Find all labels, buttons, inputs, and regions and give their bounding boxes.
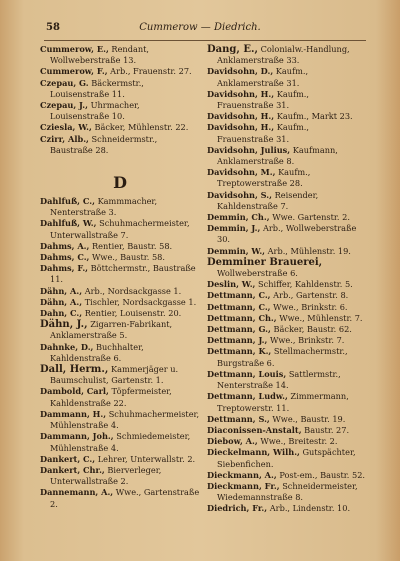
entry-details: Wollweberstraße 6.	[217, 268, 298, 279]
entry-details: Arb., Nordsackgasse 1.	[84, 285, 182, 296]
entry-details: Kaufm., Frauenstraße 31.	[217, 122, 310, 144]
entry-name: Cummerow, E.,	[40, 44, 109, 54]
directory-entry	[40, 241, 200, 252]
directory-entry	[207, 324, 367, 335]
entry-details: Bäckermstr., Louisenstraße 11.	[50, 77, 144, 99]
entry-details: Wwe., Baustr. 19.	[272, 413, 346, 424]
directory-entry	[40, 134, 200, 156]
directory-entry	[207, 66, 367, 88]
directory-entry	[207, 279, 367, 290]
directory-entry	[207, 246, 367, 257]
entry-name: Dettmann, Louis,	[207, 368, 287, 379]
entry-details: Post-em., Baustr. 52.	[279, 469, 366, 480]
directory-entry	[207, 425, 367, 436]
directory-entry	[40, 218, 200, 240]
entry-details: Rentier, Louisenstr. 20.	[84, 308, 182, 319]
directory-entry	[207, 369, 367, 391]
entry-name: Dähn, J.,	[40, 319, 88, 331]
directory-entry	[40, 319, 200, 341]
entry-name: Dähn, A.,	[40, 296, 83, 307]
directory-entry	[40, 66, 200, 77]
entry-name: Deslin, W.,	[207, 279, 256, 290]
directory-entry	[207, 145, 367, 167]
directory-entry	[40, 364, 200, 386]
directory-entry	[40, 409, 200, 431]
entry-details: Rendant, Wollweberstraße 13.	[50, 44, 149, 66]
entry-details: Bäcker, Baustr. 62.	[273, 324, 352, 335]
entry-details: Kaufm., Treptowerstraße 28.	[217, 167, 311, 189]
entry-details: Lehrer, Unterwallstr. 2.	[97, 453, 196, 464]
entry-name: Diebow, A.,	[207, 436, 258, 447]
directory-entry	[40, 386, 200, 408]
entry-name: Dambold, Carl,	[40, 386, 109, 397]
directory-entry	[40, 122, 200, 133]
directory-entry	[40, 78, 200, 100]
directory-entry	[207, 290, 367, 301]
directory-entry	[207, 481, 367, 503]
entry-name: Dammann, H.,	[40, 408, 107, 419]
left-top-entries	[40, 44, 200, 156]
entry-name: Dettmann, K.,	[207, 346, 272, 357]
running-title: Cummerow — Diedrich.	[139, 22, 261, 33]
entry-details: Uhrmacher, Louisenstraße 10.	[50, 100, 140, 122]
directory-entry	[207, 257, 367, 279]
entry-name: Czepau, G.	[40, 77, 89, 88]
entry-details: Bierverleger, Unterwallstraße 2.	[50, 464, 162, 487]
directory-entry	[207, 313, 367, 324]
directory-entry	[207, 302, 367, 313]
entry-name: Diedrich, Fr.,	[207, 503, 268, 514]
entry-name: Dahms, F.,	[40, 263, 89, 274]
directory-entry	[207, 436, 367, 447]
left-column	[40, 44, 200, 510]
directory-entry	[207, 447, 367, 469]
entry-name: Dettmann, G.,	[207, 324, 271, 335]
directory-entry	[207, 111, 367, 122]
entry-details: Kaufmann, Anklamerstraße 8.	[217, 144, 338, 167]
directory-entry	[40, 465, 200, 487]
entry-details: Wwe., Baustr. 58.	[92, 252, 165, 263]
entry-name: Dahnke, D.,	[40, 341, 94, 352]
directory-entry	[207, 346, 367, 368]
directory-entry	[40, 454, 200, 465]
entry-details: Buchhalter, Kahldenstraße 6.	[50, 341, 144, 363]
directory-entry	[207, 122, 367, 144]
entry-name: Demminer Brauerei,	[207, 256, 323, 268]
entry-details: Arb., Frauenstr. 27.	[110, 66, 192, 77]
entry-name: Dettmann, C.,	[207, 290, 271, 301]
entry-name: Dahms, A.,	[40, 240, 90, 251]
entry-name: Dahn, C.,	[40, 308, 83, 319]
entry-name: Davidsohn, Julius,	[207, 144, 291, 155]
entry-details: Wwe., Brinkstr. 6.	[273, 301, 348, 312]
entry-name: Dettmann, C.,	[207, 301, 271, 312]
entry-details: Wwe. Gartenstr. 2.	[272, 212, 350, 223]
directory-entry	[40, 431, 200, 453]
left-bottom-entries	[40, 196, 200, 510]
entry-name: Dall, Herm.,	[40, 364, 109, 376]
entry-details: Schiffer, Kahldenstr. 5.	[258, 279, 353, 290]
entry-details: Arb., Wollweberstraße 30.	[217, 223, 357, 245]
directory-entry	[207, 414, 367, 425]
entry-details: Reisender, Kahldenstraße 7.	[217, 189, 319, 211]
entry-details: Baustr. 27.	[304, 424, 350, 435]
entry-name: Dettmann, S.,	[207, 413, 270, 424]
directory-entry	[40, 308, 200, 319]
page-header	[0, 22, 400, 40]
directory-entry	[207, 190, 367, 212]
entry-name: Czepau, J.,	[40, 100, 88, 111]
entry-details: Wwe., Brinkstr. 7.	[270, 335, 345, 346]
entry-name: Dahlfuß, W.,	[40, 218, 97, 229]
directory-entry	[40, 196, 200, 218]
directory-entry	[207, 335, 367, 346]
page-number: 58	[46, 22, 60, 33]
entry-details: Arb., Gartenstr. 8.	[273, 290, 349, 301]
entry-name: Cziesla, W.,	[40, 122, 92, 133]
directory-entry	[40, 297, 200, 308]
header-rule	[44, 40, 366, 41]
entry-details: Tischler, Nordsackgasse 1.	[84, 296, 197, 307]
entry-name: Dankert, Chr.,	[40, 464, 105, 475]
entry-name: Dahms, C.,	[40, 252, 90, 263]
entry-name: Dieckmann, Fr.,	[207, 480, 280, 491]
entry-name: Dieckelmann, Wilh.,	[207, 447, 300, 458]
entry-details: Arb., Mühlenstr. 19.	[267, 245, 351, 256]
entry-name: Diaconissen-Anstalt,	[207, 424, 302, 435]
entry-details: Schmiedemeister, Mühlenstraße 4.	[50, 431, 191, 453]
entry-name: Dähn, A.,	[40, 285, 83, 296]
entry-name: Davidsohn, H.,	[207, 88, 275, 99]
section-letter: D	[113, 173, 127, 193]
entry-name: Davidsohn, M.,	[207, 167, 276, 178]
entry-name: Dettmann, Ludw.,	[207, 391, 288, 402]
entry-details: Schneidermeister, Wiedemannstraße 8.	[217, 480, 358, 503]
entry-details: Kammerjäger u. Baumschulist, Gartenstr. 1.	[50, 364, 179, 386]
entry-details: Rentier, Baustr. 58.	[92, 240, 173, 251]
entry-name: Dankert, C.,	[40, 453, 96, 464]
entry-name: Dettmann, J.,	[207, 335, 268, 346]
entry-details: Kaufm., Anklamerstraße 31.	[217, 66, 309, 88]
entry-name: Czirr, Alb.,	[40, 133, 89, 144]
directory-entry	[207, 503, 367, 514]
entry-name: Dannemann, A.,	[40, 487, 114, 498]
directory-entry	[40, 263, 200, 285]
directory-entry	[207, 212, 367, 223]
entry-details: Zigarren-Fabrikant, Anklamerstraße 5.	[50, 319, 173, 341]
entry-details: Arb., Lindenstr. 10.	[269, 503, 351, 514]
directory-entry	[40, 252, 200, 263]
entry-name: Dettmann, Ch.,	[207, 312, 277, 323]
entry-details: Wwe., Gartenstraße 2.	[50, 487, 200, 509]
entry-details: Töpfermeister, Kahldenstraße 22.	[50, 386, 172, 408]
directory-entry	[40, 44, 200, 66]
directory-entry	[207, 470, 367, 481]
entry-details: Zimmermann, Treptowerstr. 11.	[217, 391, 349, 413]
entry-name: Davidsohn, H.,	[207, 111, 275, 122]
entry-details: Böttchermstr., Baustraße 11.	[50, 263, 196, 285]
entry-details: Schuhmachermeister, Mühlenstraße 4.	[50, 408, 200, 431]
entry-name: Davidsohn, D.,	[207, 66, 274, 77]
entry-name: Davidsohn, S.,	[207, 189, 272, 200]
entry-name: Davidsohn, H.,	[207, 122, 275, 133]
entry-details: Gutspächter, Siebenfichen.	[217, 447, 356, 469]
entry-name: Demmin, Ch.,	[207, 212, 270, 223]
entry-details: Colonialw.-Handlung, Anklamerstraße 33.	[217, 44, 350, 66]
entry-details: Schuhmachermeister, Unterwallstraße 7.	[50, 218, 190, 240]
entry-name: Cummerow, F.,	[40, 66, 108, 77]
right-column	[207, 44, 367, 515]
entry-details: Wwe., Breitestr. 2.	[260, 436, 338, 447]
entry-name: Demmin, W.,	[207, 245, 266, 256]
entry-name: Demmin, J.,	[207, 223, 261, 234]
directory-entry	[40, 342, 200, 364]
entry-details: Bäcker, Mühlenstr. 22.	[94, 122, 189, 133]
entry-details: Wwe., Mühlenstr. 7.	[279, 312, 363, 323]
entry-name: Dammann, Joh.,	[40, 431, 114, 442]
entry-details: Kaufm., Markt 23.	[276, 111, 353, 122]
directory-entry	[40, 100, 200, 122]
directory-entry	[207, 44, 367, 66]
directory-entry	[207, 89, 367, 111]
entry-name: Dieckmann, A.,	[207, 469, 277, 480]
directory-entry	[207, 391, 367, 413]
entry-name: Dang, E.,	[207, 44, 258, 55]
entry-details: Kaufm., Frauenstraße 31.	[217, 88, 310, 111]
entry-details: Kammmacher, Nenterstraße 3.	[50, 196, 158, 218]
directory-entry	[40, 286, 200, 297]
directory-entry	[207, 167, 367, 189]
entry-details: Stellmachermstr., Burgstraße 6.	[217, 346, 348, 368]
entry-details: Schneidermstr., Baustraße 28.	[50, 133, 158, 155]
entry-name: Dahlfuß, C.,	[40, 196, 95, 207]
entry-details: Sattlermstr., Nenterstraße 14.	[217, 368, 341, 391]
directory-entry	[40, 487, 200, 509]
directory-entry	[207, 223, 367, 245]
